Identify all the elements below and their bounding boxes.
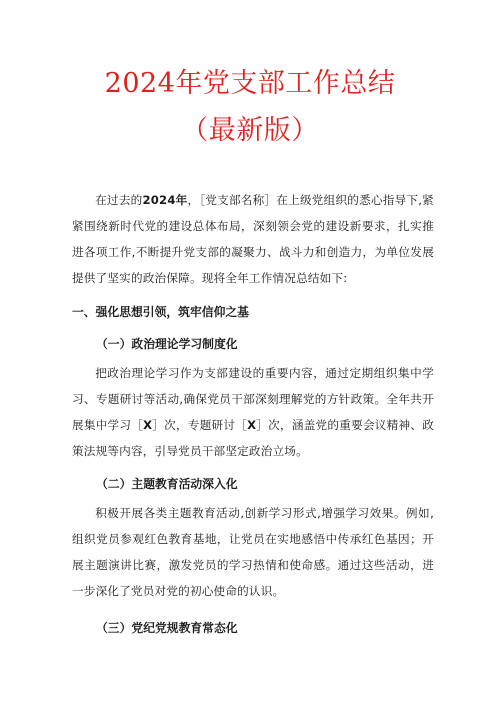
placeholder-count: X (247, 418, 257, 432)
subsection-heading: （一）政治理论学习制度化 (96, 337, 238, 351)
intro-pre: 在过去的 (95, 193, 143, 207)
paragraph-text: ］次，专题研讨［ (152, 418, 248, 432)
section-heading: 一、强化思想引领，筑牢信仰之基 (72, 305, 249, 319)
subsection-paragraph (72, 360, 434, 464)
intro-year: 2024年 (142, 193, 188, 207)
intro-rest: ，［党支部名称］在上级党组织的悉心指导下,紧紧围绕新时代党的建设总体布局，深刻领会党的建设新要求，扎实推进各项工作,不断提升党支部的凝聚力、战斗力和创造力，为单位发展提供了坚实的政治保障。现将全年工作情况总结如下: (72, 193, 434, 285)
placeholder-count: X (143, 418, 153, 432)
subsection-heading: （二）主题教育活动深入化 (96, 477, 238, 491)
intro-paragraph (72, 187, 434, 291)
subsection-heading: （三）党纪党规教育常态化 (96, 621, 238, 635)
paragraph-text: 把政治理论学习作为支部建设的重要内容，通过定期组织集中学习、专题研讨等活动,确保党员干部深刻理解党的方针政策。全年共开展集中学习［ (72, 366, 434, 432)
document-title: 2024年党支部工作总结 (104, 68, 396, 99)
document-subtitle: （最新版） (181, 115, 319, 146)
subsection-paragraph: 积极开展各类主题教育活动,创新学习形式,增强学习效果。例如,组织党员参观红色教育基地，让党员在实地感悟中传承红色基因；开展主题演讲比赛，激发党员的学习热情和使命感。通过这些活动，进一步深化了党员对党的初心使命的认识。 (72, 506, 434, 598)
paragraph-text: ］次，涵盖党的重要会议精神、政策法规等内容，引导党员干部坚定政治立场。 (72, 418, 434, 458)
